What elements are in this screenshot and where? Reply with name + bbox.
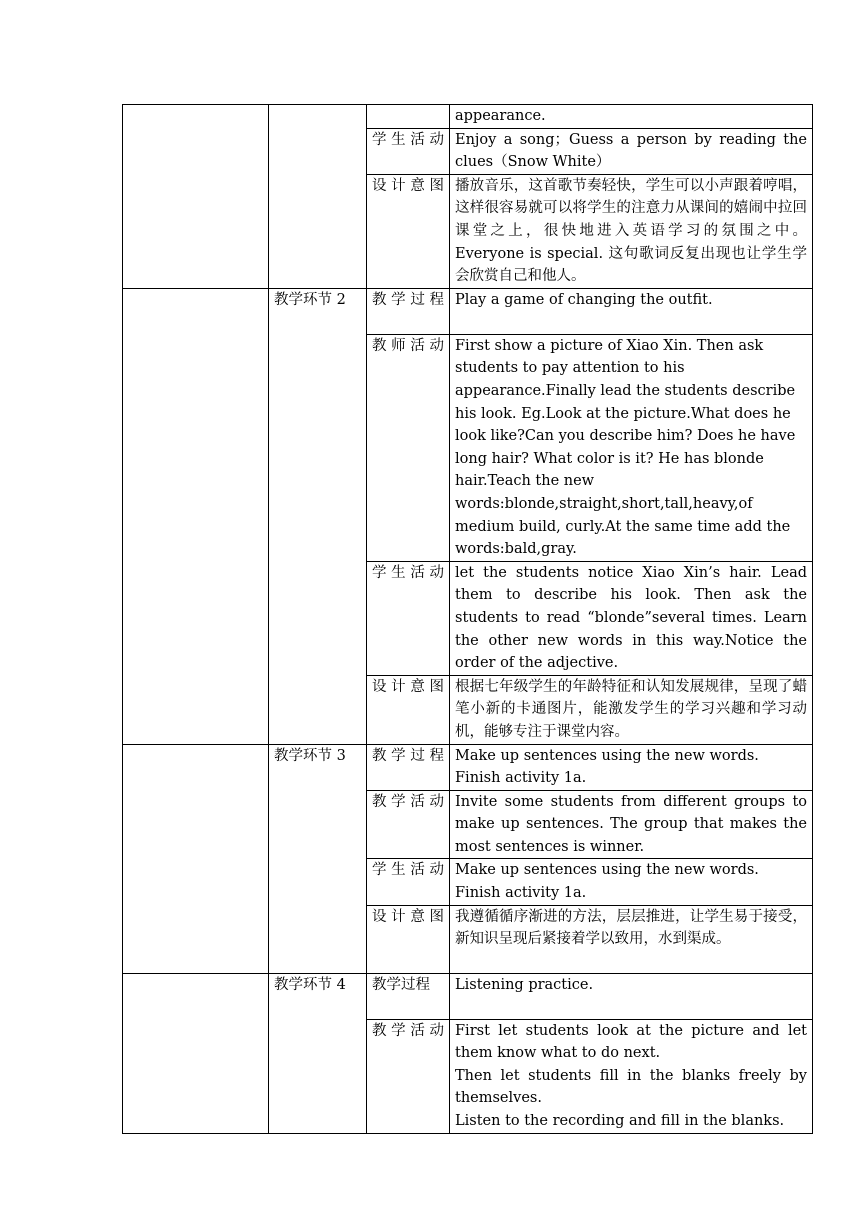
content-line: appearance.: [455, 108, 546, 124]
content-line: Play a game of changing the outfit.: [455, 291, 713, 308]
empty-cell: [123, 744, 269, 973]
row-content: [450, 905, 813, 973]
row-label: 设计意图: [367, 174, 450, 288]
table-row: [123, 973, 813, 1019]
row-content: [450, 128, 813, 174]
content-line: let the students notice Xiao Xin’s hair. Lead them to describe his look. Then ask the students to read “blonde”several times. Learn the other new words in this way.Notice the order of the adjective.: [455, 564, 807, 672]
row-content: [450, 1019, 813, 1133]
empty-cell: [123, 973, 269, 1133]
row-content: [450, 174, 813, 288]
table-row: [123, 744, 813, 790]
row-content: [450, 790, 813, 859]
content-line: Listen to the recording and fill in the blanks.: [455, 1113, 785, 1130]
content-line: 根据七年级学生的年龄特征和认知发展规律，呈现了蜡笔小新的卡通图片，能激发学生的学习兴趣和学习动机，能够专注于课堂内容。: [455, 678, 807, 740]
row-content: [450, 334, 813, 561]
row-label: 教学过程: [367, 288, 450, 334]
content-line: Make up sentences using the new words.: [455, 862, 759, 879]
row-label: 学生活动: [367, 128, 450, 174]
content-line: Enjoy a song；Guess a person by reading the clues（Snow White）: [455, 131, 807, 171]
stage-label: [269, 288, 367, 744]
content-line: Finish activity 1a.: [455, 770, 587, 787]
row-content: [450, 859, 813, 905]
empty-cell: [123, 288, 269, 744]
row-label: 教学过程: [367, 973, 450, 1019]
stage-name: 教学环节 4: [274, 976, 346, 993]
content-line: Then let students fill in the blanks freely by themselves.: [455, 1067, 807, 1107]
empty-cell: [123, 105, 269, 289]
row-label: 学生活动: [367, 859, 450, 905]
row-content: [450, 675, 813, 744]
content-line: First let students look at the picture and let them know what to do next.: [455, 1022, 807, 1062]
stage-label: [269, 973, 367, 1133]
stage-label: [269, 744, 367, 973]
row-label: [367, 105, 450, 129]
row-label: 教师活动: [367, 334, 450, 561]
row-label: 教学过程: [367, 744, 450, 790]
stage-name: 教学环节 2: [274, 291, 346, 308]
content-line: Finish activity 1a.: [455, 885, 587, 902]
lesson-plan-table: [122, 104, 813, 1134]
stage-name: 教学环节 3: [274, 747, 346, 764]
table-row: [123, 288, 813, 334]
content-line: Listening practice.: [455, 976, 594, 993]
row-content: [450, 105, 813, 129]
content-line: Make up sentences using the new words.: [455, 747, 759, 764]
row-label: 设计意图: [367, 675, 450, 744]
row-content: [450, 561, 813, 675]
row-label: 教学活动: [367, 1019, 450, 1133]
row-label: 教学活动: [367, 790, 450, 859]
content-line: 播放音乐，这首歌节奏轻快，学生可以小声跟着哼唱，这样很容易就可以将学生的注意力从课间的嬉闹中拉回课堂之上，很快地进入英语学习的氛围之中。Everyone is special. 这句歌词反复出现也让学生学会欣赏自己和他人。: [455, 177, 807, 285]
row-label: 学生活动: [367, 561, 450, 675]
content-line: 我遵循循序渐进的方法，层层推进，让学生易于接受，新知识呈现后紧接着学以致用，水到渠成。: [455, 908, 807, 948]
row-content: [450, 744, 813, 790]
row-content: [450, 288, 813, 334]
table-row: [123, 105, 813, 129]
empty-cell: [269, 105, 367, 289]
row-label: 设计意图: [367, 905, 450, 973]
row-content: [450, 973, 813, 1019]
content-line: Invite some students from different groups to make up sentences. The group that makes the most sentences is winner.: [455, 793, 807, 855]
content-line: First show a picture of Xiao Xin. Then ask students to pay attention to his appearance.Finally lead the students describe his look. Eg.Look at the picture.What does he look like?Can you describe him? Does he have long hair? What color is it? He has blonde hair.Teach the new words:blonde,straight,short,tall,heavy,of medium build, curly.At the same time add the words:bald,gray.: [455, 337, 796, 558]
